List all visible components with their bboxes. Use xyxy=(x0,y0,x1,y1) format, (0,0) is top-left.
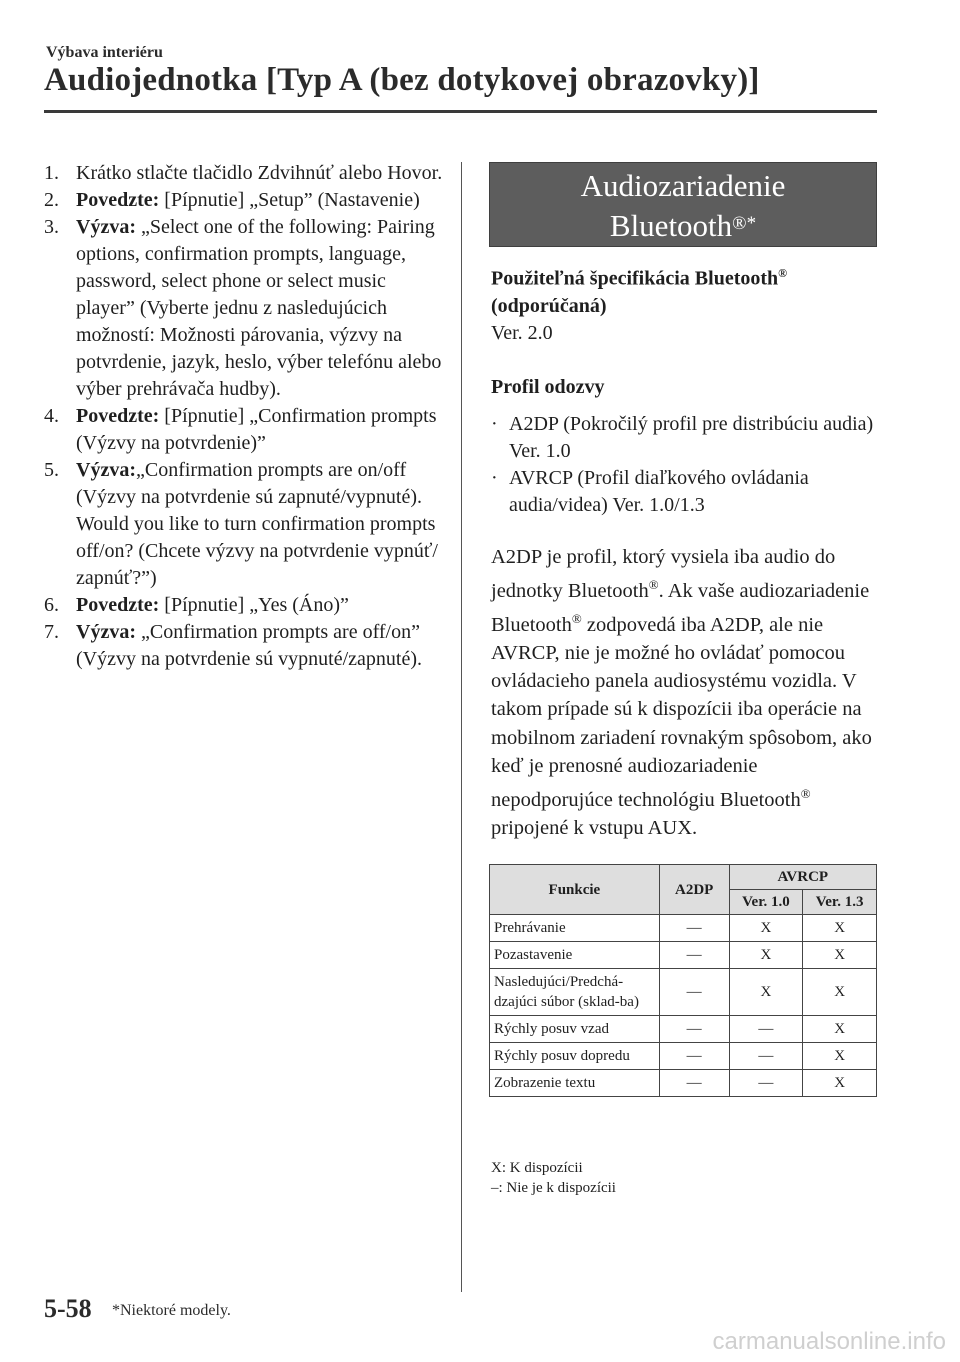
step-text: Výzva:„Confirmation prompts are on/off (Výzvy na potvrdenie sú zapnuté/vypnuté). Would you like to turn confirmation prompts off/on? (Chcete výzvy na potvrdenie vypnúť/ zapnúť?”) xyxy=(76,459,438,589)
cell-v13: X xyxy=(803,1070,877,1097)
spec-heading-2: (odporúčaná) xyxy=(491,294,607,317)
step-keyword: Výzva: xyxy=(76,459,136,481)
bullet-mark: · xyxy=(491,412,498,435)
step-number: 7. xyxy=(44,621,59,643)
cell-a2dp: — xyxy=(659,969,729,1016)
table-row xyxy=(490,1043,877,1070)
cell-v13: X xyxy=(803,1016,877,1043)
cell-v10: — xyxy=(729,1016,803,1043)
step-text: Krátko stlačte tlačidlo Zdvihnúť alebo Hovor. xyxy=(76,162,443,184)
body-paragraph: A2DP je profil, ktorý vysiela iba audio do jednotky Bluetooth®. Ak vaše audiozariadenie Bluetooth® zodpovedá iba A2DP, ale nie AVRCP, nie je možné ho ovládať pomocou ovládacieho panela audiosystému vozidla. V takom prípade sú k dispozícii iba operácie na mobilnom zariadení rovnakým spôsobom, ako keď je prenosné audiozariadenie nepodporujúce technológiu Bluetooth® pripojené k vstupu AUX. xyxy=(491,545,872,839)
step-item xyxy=(44,457,444,592)
step-item xyxy=(44,619,444,673)
header-a2dp: A2DP xyxy=(659,865,729,915)
table-row xyxy=(490,1016,877,1043)
cell-v10: — xyxy=(729,1043,803,1070)
table-row xyxy=(490,915,877,942)
table-row xyxy=(490,969,877,1016)
cell-v13: X xyxy=(803,969,877,1016)
header-avrcp: AVRCP xyxy=(729,865,876,890)
footnote: *Niektoré modely. xyxy=(112,1302,231,1319)
step-number: 3. xyxy=(44,216,59,238)
banner-line-1: Audiozariadenie xyxy=(580,168,786,203)
cell-a2dp: — xyxy=(659,915,729,942)
section-banner xyxy=(489,162,877,247)
step-number: 4. xyxy=(44,405,59,427)
step-number: 1. xyxy=(44,162,59,184)
step-text: Povedzte: [Pípnutie] „Yes (Áno)” xyxy=(76,594,349,616)
spec-heading: Použiteľná špecifikácia Bluetooth® xyxy=(491,266,788,290)
step-text: Výzva: „Confirmation prompts are off/on” (Výzvy na potvrdenie sú vypnuté/zapnuté). xyxy=(76,621,423,670)
table-legend xyxy=(491,1158,616,1198)
step-item xyxy=(44,214,444,403)
cell-a2dp: — xyxy=(659,1043,729,1070)
step-keyword: Povedzte: xyxy=(76,405,160,427)
cell-v13: X xyxy=(803,915,877,942)
step-item xyxy=(44,160,444,187)
table-row xyxy=(490,942,877,969)
cell-fn: Nasledujúci/Predchá-dzajúci súbor (sklad-ba) xyxy=(490,969,660,1016)
cell-a2dp: — xyxy=(659,942,729,969)
header-function: Funkcie xyxy=(490,865,660,915)
steps-list xyxy=(44,160,444,673)
legend-available: X: K dispozícii xyxy=(491,1160,583,1176)
step-keyword: Výzva: xyxy=(76,216,136,238)
cell-fn: Rýchly posuv dopredu xyxy=(490,1043,660,1070)
header-ver-1-3: Ver. 1.3 xyxy=(803,890,877,915)
cell-fn: Prehrávanie xyxy=(490,915,660,942)
cell-v13: X xyxy=(803,942,877,969)
cell-v13: X xyxy=(803,1043,877,1070)
step-text: Povedzte: [Pípnutie] „Confirmation prompts (Výzvy na potvrdenie)” xyxy=(76,405,437,454)
profile-heading: Profil odozvy xyxy=(491,375,605,398)
watermark: carmanualsonline.info xyxy=(712,1328,946,1355)
step-number: 6. xyxy=(44,594,59,616)
cell-fn: Zobrazenie textu xyxy=(490,1070,660,1097)
cell-v10: X xyxy=(729,915,803,942)
step-item xyxy=(44,187,444,214)
cell-v10: — xyxy=(729,1070,803,1097)
step-keyword: Povedzte: xyxy=(76,189,160,211)
banner-line-2: Bluetooth®* xyxy=(609,208,757,243)
cell-fn: Rýchly posuv vzad xyxy=(490,1016,660,1043)
spec-version: Ver. 2.0 xyxy=(491,321,553,344)
step-text: Výzva: „Select one of the following: Pairing options, confirmation prompts, language, password, select phone or select music player” (Vyberte jednu z nasledujúcich možností: Možnosti párovania, výzvy na potvrdenie, jazyk, heslo, výber telefónu alebo výber prehrávača hudby). xyxy=(76,216,442,400)
cell-a2dp: — xyxy=(659,1016,729,1043)
list-item: · AVRCP (Profil diaľkového ovládania audia/videa) Ver. 1.0/1.3 xyxy=(491,465,881,519)
step-keyword: Výzva: xyxy=(76,621,136,643)
spec-section xyxy=(491,260,881,842)
title-rule xyxy=(44,110,877,113)
page-number: 5-58 xyxy=(44,1294,92,1323)
table-row xyxy=(490,1070,877,1097)
step-item xyxy=(44,592,444,619)
profile-table xyxy=(489,864,877,1097)
legend-unavailable: –: Nie je k dispozícii xyxy=(491,1180,616,1196)
step-item xyxy=(44,403,444,457)
cell-a2dp: — xyxy=(659,1070,729,1097)
cell-v10: X xyxy=(729,969,803,1016)
step-number: 5. xyxy=(44,459,59,481)
bullet-mark: · xyxy=(491,466,498,489)
step-number: 2. xyxy=(44,189,59,211)
banner-superscript: ®* xyxy=(732,213,757,234)
page-title: Audiojednotka [Typ A (bez dotykovej obrazovky)] xyxy=(44,62,760,98)
list-item: · A2DP (Pokročilý profil pre distribúciu audia) Ver. 1.0 xyxy=(491,411,881,465)
section-label: Výbava interiéru xyxy=(46,44,163,61)
step-text: Povedzte: [Pípnutie] „Setup” (Nastavenie) xyxy=(76,189,420,211)
column-divider xyxy=(461,162,462,1292)
header-ver-1-0: Ver. 1.0 xyxy=(729,890,803,915)
cell-v10: X xyxy=(729,942,803,969)
step-keyword: Povedzte: xyxy=(76,594,160,616)
cell-fn: Pozastavenie xyxy=(490,942,660,969)
